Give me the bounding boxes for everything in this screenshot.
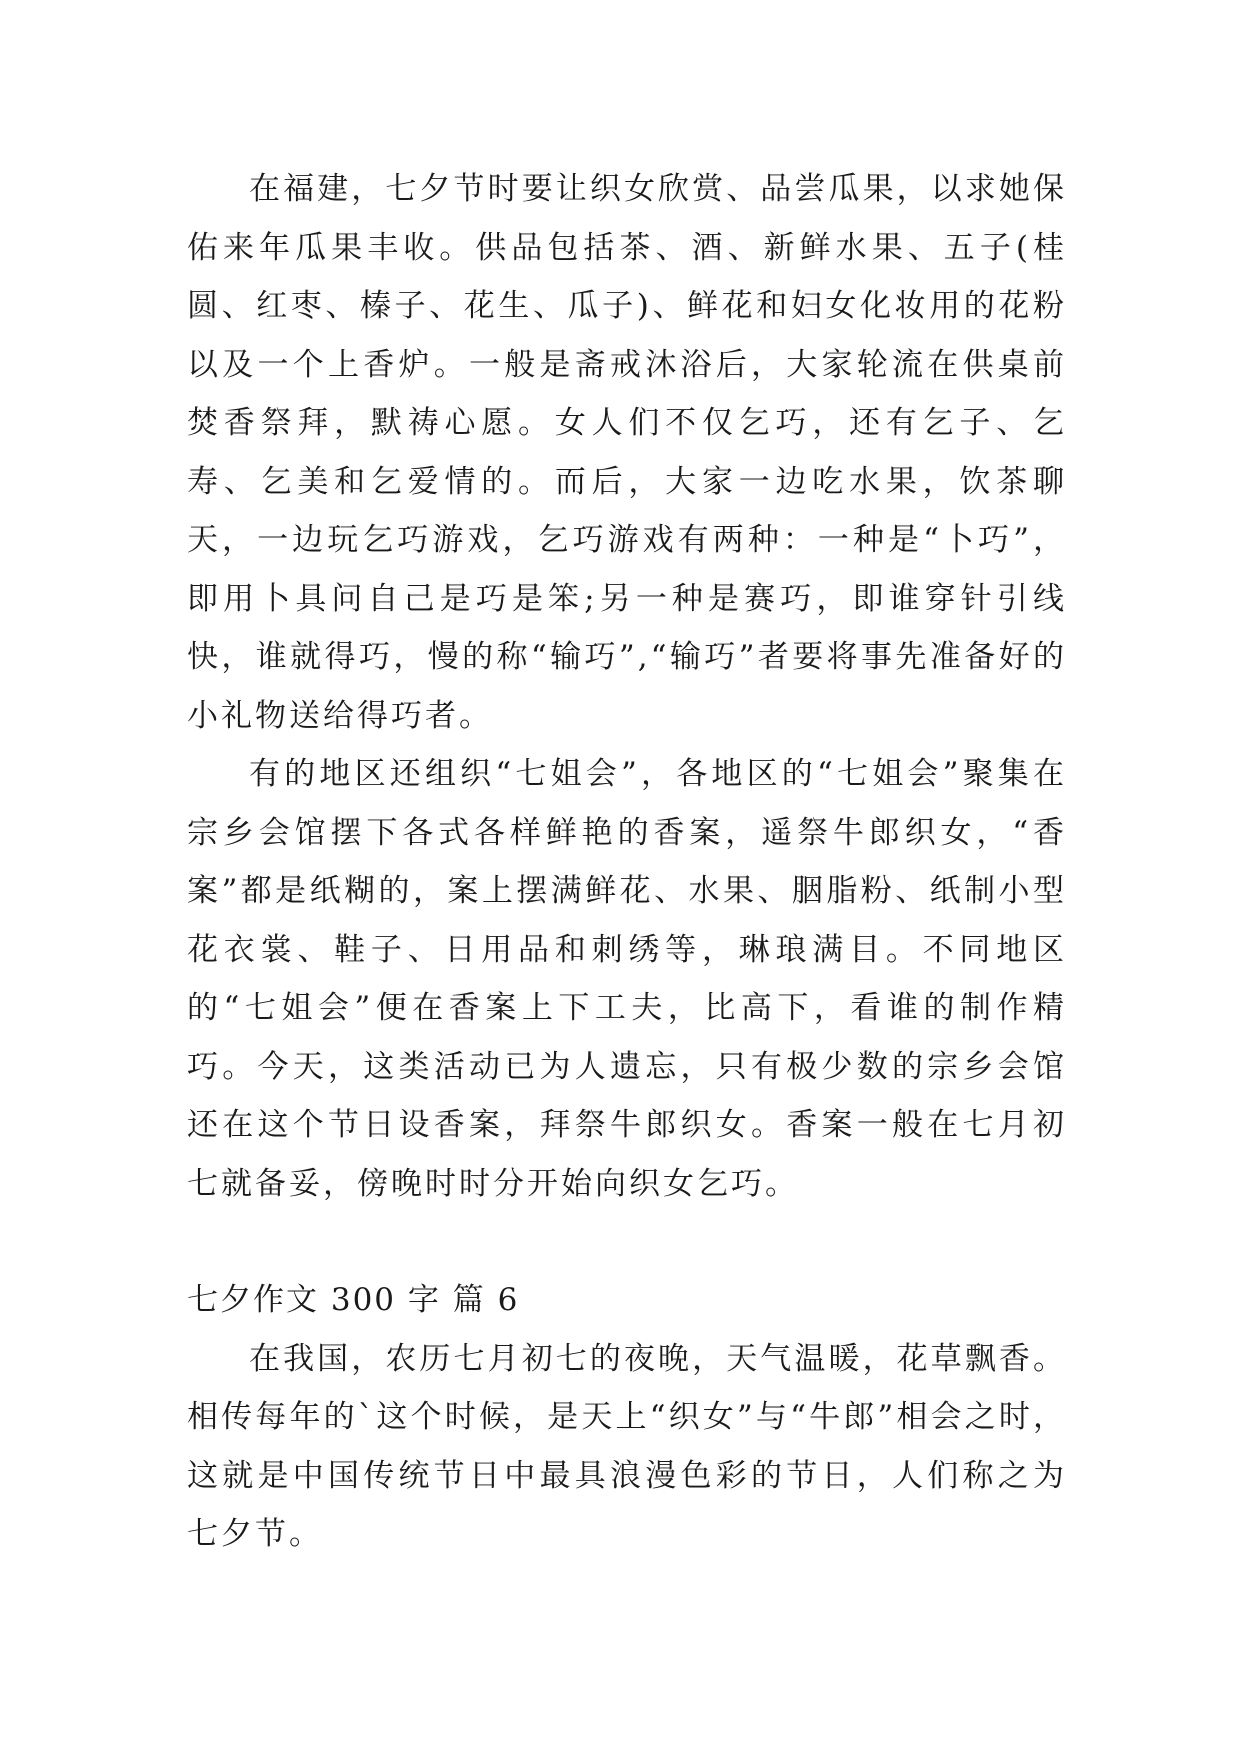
document-body: [187, 160, 1067, 1564]
paragraph-qixi-intro: 在我国，农历七月初七的夜晚，天气温暖，花草飘香。相传每年的`这个时候，是天上“织女”与“牛郎”相会之时，这就是中国传统节日中最具浪漫色彩的节日，人们称之为七夕节。: [187, 1340, 1067, 1552]
paragraph-fujian-custom: 在福建，七夕节时要让织女欣赏、品尝瓜果，以求她保佑来年瓜果丰收。供品包括茶、酒、新鲜水果、五子(桂圆、红枣、榛子、花生、瓜子)、鲜花和妇女化妆用的花粉以及一个上香炉。一般是斋戒沐浴后，大家轮流在供桌前焚香祭拜，默祷心愿。女人们不仅乞巧，还有乞子、乞寿、乞美和乞爱情的。而后，大家一边吃水果，饮茶聊天，一边玩乞巧游戏，乞巧游戏有两种：一种是“卜巧”，即用卜具问自己是巧是笨;另一种是赛巧，即谁穿针引线快，谁就得巧，慢的称“输巧”,“输巧”者要将事先准备好的小礼物送给得巧者。: [187, 171, 1067, 734]
paragraph-qijie-hui: 有的地区还组织“七姐会”，各地区的“七姐会”聚集在宗乡会馆摆下各式各样鲜艳的香案，遥祭牛郎织女，“香案”都是纸糊的，案上摆满鲜花、水果、胭脂粉、纸制小型花衣裳、鞋子、日用品和刺绣等，琳琅满目。不同地区的“七姐会”便在香案上下工夫，比高下，看谁的制作精巧。今天，这类活动已为人遗忘，只有极少数的宗乡会馆还在这个节日设香案，拜祭牛郎织女。香案一般在七月初七就备妥，傍晚时时分开始向织女乞巧。: [187, 756, 1067, 1202]
section-heading: 七夕作文 300 字 篇 6: [187, 1282, 520, 1318]
